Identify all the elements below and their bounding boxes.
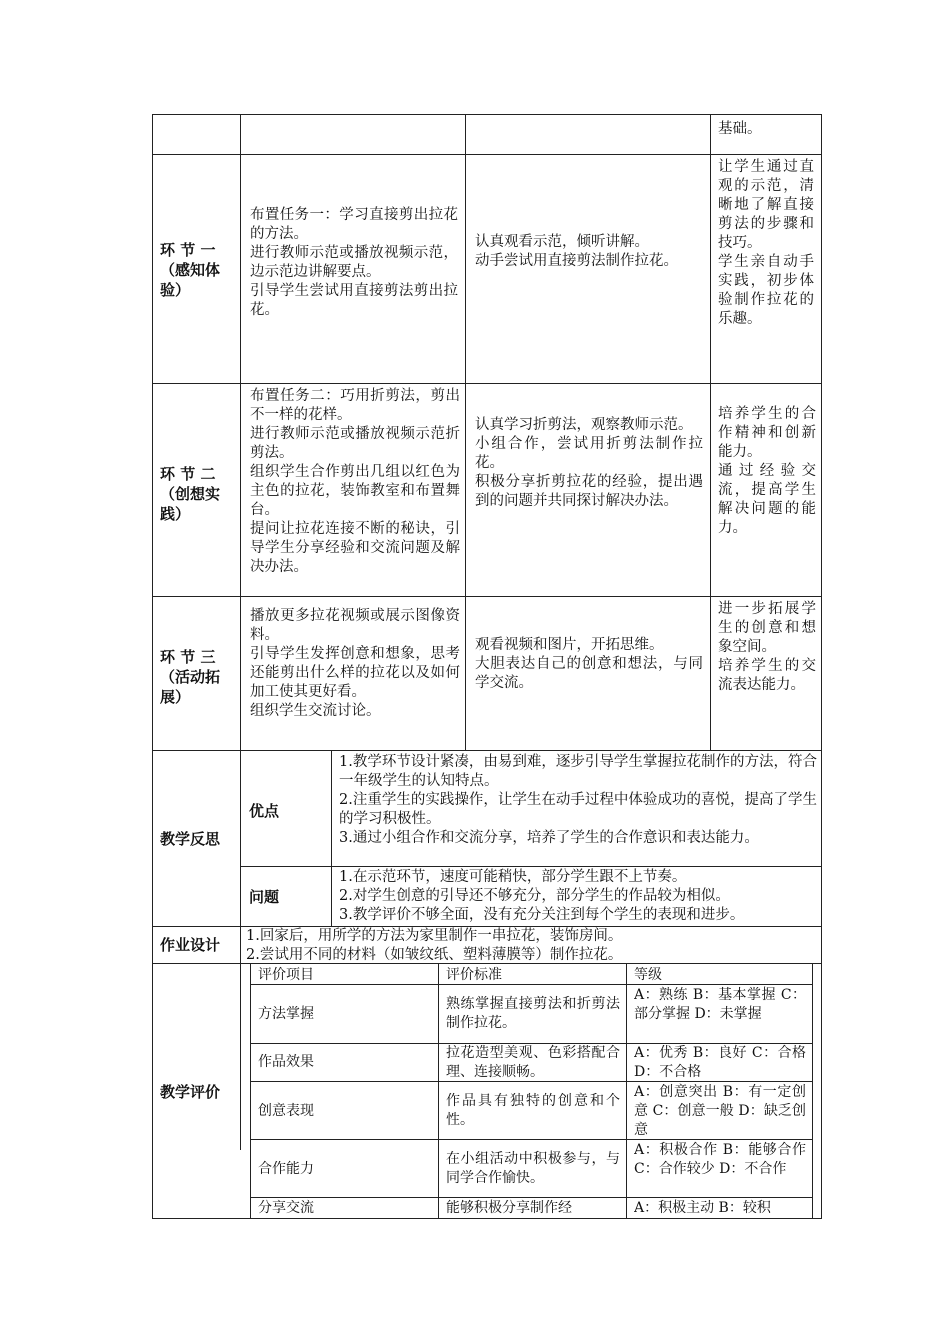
evaluation-label-text: 教学评价 — [160, 1083, 221, 1101]
stage2-teacher-line: 组织学生合作剪出几组以红色为主色的拉花，装饰教室和布置舞台。 — [250, 464, 460, 518]
table-border-right — [821, 114, 822, 1219]
homework-label-text: 作业设计 — [160, 936, 221, 954]
eval-item-text: 创意表现 — [258, 1103, 314, 1119]
homework-item: 1.回家后，用所学的方法为家里制作一串拉花，装饰房间。 — [246, 928, 623, 944]
stage1-student-line: 认真观看示范，倾听讲解。 — [475, 234, 649, 250]
eval-row-item — [258, 1102, 434, 1121]
issues-list — [339, 868, 817, 925]
eval-row-grade — [634, 1141, 806, 1179]
eval-standard-text: 拉花造型美观、色彩搭配合理、连接顺畅。 — [446, 1045, 620, 1080]
issues-item: 1.在示范环节，速度可能稍快，部分学生跟不上节奏。 — [339, 869, 687, 885]
row-line-2 — [152, 383, 822, 384]
eval-col-divider-1 — [438, 964, 439, 1219]
eval-header-item — [258, 966, 434, 985]
eval-header-grade-text: 等级 — [634, 967, 662, 983]
stage3-teacher-line: 组织学生交流讨论。 — [250, 703, 381, 719]
merits-label-text: 优点 — [249, 802, 280, 820]
stage1-label-text: 环 节 一（感知体验） — [160, 241, 221, 299]
stage2-intent-line: 培养学生的合作精神和创新能力。 — [718, 406, 816, 460]
stage1-intent — [718, 158, 814, 329]
top-row-intent — [718, 120, 818, 139]
eval-inner-right — [812, 964, 813, 1219]
stage1-student-line: 动手尝试用直接剪法制作拉花。 — [475, 253, 678, 269]
eval-standard-text: 能够积极分享制作经 — [446, 1200, 572, 1216]
stage2-student-line: 积极分享折剪拉花的经验，提出遇到的问题并共同探讨解决办法。 — [475, 474, 703, 509]
top-row-intent-text: 基础。 — [718, 121, 762, 137]
reflection-label-text: 教学反思 — [160, 830, 221, 848]
col-divider-1 — [240, 114, 241, 1150]
eval-row-item — [258, 1005, 434, 1024]
eval-row-grade — [634, 986, 806, 1024]
eval-row-grade — [634, 1199, 810, 1218]
eval-item-text: 合作能力 — [258, 1161, 314, 1177]
stage1-intent-line: 学生亲自动手实践，初步体验制作拉花的乐趣。 — [718, 254, 814, 327]
eval-grade-text: A：积极合作 B：能够合作 C：合作较少 D：不合作 — [634, 1142, 806, 1177]
stage3-label-text: 环 节 三（活动拓展） — [160, 648, 221, 706]
stage1-teacher-line: 引导学生尝试用直接剪法剪出拉花。 — [250, 283, 458, 318]
eval-standard-text: 作品具有独特的创意和个性。 — [446, 1093, 620, 1128]
reflection-row-line — [240, 866, 822, 867]
stage3-student — [475, 636, 703, 693]
col-divider-3 — [710, 114, 711, 750]
eval-row-grade — [634, 1044, 806, 1082]
stage3-teacher-line: 引导学生发挥创意和想象，思考还能剪出什么样的拉花以及如何加工使其更好看。 — [250, 646, 460, 700]
stage1-teacher-line: 布置任务一：学习直接剪出拉花的方法。 — [250, 207, 458, 242]
eval-standard-text: 在小组活动中积极参与，与同学合作愉快。 — [446, 1151, 620, 1186]
table-border-top — [152, 114, 822, 115]
row-line-4 — [152, 750, 822, 751]
merits-item: 2.注重学生的实践操作，让学生在动手过程中体验成功的喜悦，提高了学生的学习积极性。 — [339, 792, 817, 827]
eval-row-item — [258, 1053, 434, 1072]
homework-list — [246, 927, 818, 965]
issues-label-text: 问题 — [249, 888, 280, 906]
eval-row-standard — [446, 1199, 622, 1218]
stage1-teacher — [250, 206, 458, 320]
eval-header-standard — [446, 966, 622, 985]
stage1-label — [160, 240, 236, 300]
eval-row-standard — [446, 1150, 620, 1188]
stage2-label — [160, 464, 236, 524]
homework-label — [160, 935, 236, 955]
stage3-teacher-line: 播放更多拉花视频或展示图像资料。 — [250, 608, 460, 643]
stage3-teacher — [250, 607, 460, 721]
stage1-intent-line: 让学生通过直观的示范，清晰地了解直接剪法的步骤和技巧。 — [718, 159, 814, 251]
reflection-inner-divider — [331, 750, 332, 926]
evaluation-label — [160, 1082, 236, 1102]
eval-item-text: 分享交流 — [258, 1200, 314, 1216]
eval-row-standard — [446, 1092, 620, 1130]
eval-item-text: 作品效果 — [258, 1054, 314, 1070]
stage2-teacher-line: 进行教师示范或播放视频示范折剪法。 — [250, 426, 460, 461]
row-line-3 — [152, 596, 822, 597]
stage2-student — [475, 416, 703, 511]
eval-item-text: 方法掌握 — [258, 1006, 314, 1022]
stage3-student-line: 观看视频和图片，开拓思维。 — [475, 637, 664, 653]
table-border-left — [152, 114, 153, 1219]
issues-label — [249, 887, 319, 907]
reflection-label — [160, 829, 236, 849]
eval-row-grade — [634, 1083, 806, 1140]
stage3-intent-line: 进一步拓展学生的创意和想象空间。 — [718, 601, 816, 655]
stage2-teacher-line: 提问让拉花连接不断的秘诀，引导学生分享经验和交流问题及解决办法。 — [250, 521, 460, 575]
issues-item: 3.教学评价不够全面，没有充分关注到每个学生的表现和进步。 — [339, 907, 745, 923]
eval-row-item — [258, 1160, 434, 1179]
col-divider-2 — [465, 114, 466, 750]
eval-inner-left — [250, 964, 251, 1219]
eval-standard-text: 熟练掌握直接剪法和折剪法制作拉花。 — [446, 996, 620, 1031]
eval-row-standard — [446, 995, 620, 1033]
stage3-label — [160, 647, 236, 707]
eval-col-divider-2 — [626, 964, 627, 1219]
stage1-teacher-line: 进行教师示范或播放视频示范，边示范边讲解要点。 — [250, 245, 458, 280]
issues-item: 2.对学生创意的引导还不够充分，部分学生的作品较为相似。 — [339, 888, 730, 904]
row-line-1 — [152, 154, 822, 155]
eval-row-line-5 — [250, 1197, 813, 1198]
stage1-student — [475, 233, 703, 271]
eval-header-standard-text: 评价标准 — [446, 967, 502, 983]
eval-row-standard — [446, 1044, 620, 1082]
merits-item: 1.教学环节设计紧凑，由易到难，逐步引导学生掌握拉花制作的方法，符合一年级学生的认知特点。 — [339, 754, 817, 789]
merits-list — [339, 753, 817, 848]
stage3-intent-line: 培养学生的交流表达能力。 — [718, 658, 816, 693]
stage2-intent — [718, 405, 816, 538]
eval-header-item-text: 评价项目 — [258, 967, 314, 983]
eval-grade-text: A：熟练 B：基本掌握 C：部分掌握 D：未掌握 — [634, 987, 806, 1022]
merits-item: 3.通过小组合作和交流分享，培养了学生的合作意识和表达能力。 — [339, 830, 759, 846]
eval-grade-text: A：创意突出 B：有一定创意 C：创意一般 D：缺乏创意 — [634, 1084, 806, 1138]
eval-grade-text: A：积极主动 B：较积 — [634, 1200, 771, 1216]
stage2-intent-line: 通过经验交流，提高学生解决问题的能力。 — [718, 463, 816, 536]
eval-row-item — [258, 1199, 434, 1218]
homework-item: 2.尝试用不同的材料（如皱纹纸、塑料薄膜等）制作拉花。 — [246, 947, 623, 963]
stage2-student-line: 小组合作，尝试用折剪法制作拉花。 — [475, 436, 703, 471]
stage3-intent — [718, 600, 816, 695]
stage2-student-line: 认真学习折剪法，观察教师示范。 — [475, 417, 693, 433]
merits-label — [249, 801, 319, 821]
eval-grade-text: A：优秀 B：良好 C：合格 D：不合格 — [634, 1045, 806, 1080]
stage2-label-text: 环 节 二（创想实践） — [160, 465, 221, 523]
stage2-teacher-line: 布置任务二：巧用折剪法，剪出不一样的花样。 — [250, 388, 460, 423]
stage2-teacher — [250, 387, 460, 577]
stage3-student-line: 大胆表达自己的创意和想法，与同学交流。 — [475, 656, 703, 691]
table-border-bottom — [152, 1218, 822, 1219]
eval-header-grade — [634, 966, 810, 985]
